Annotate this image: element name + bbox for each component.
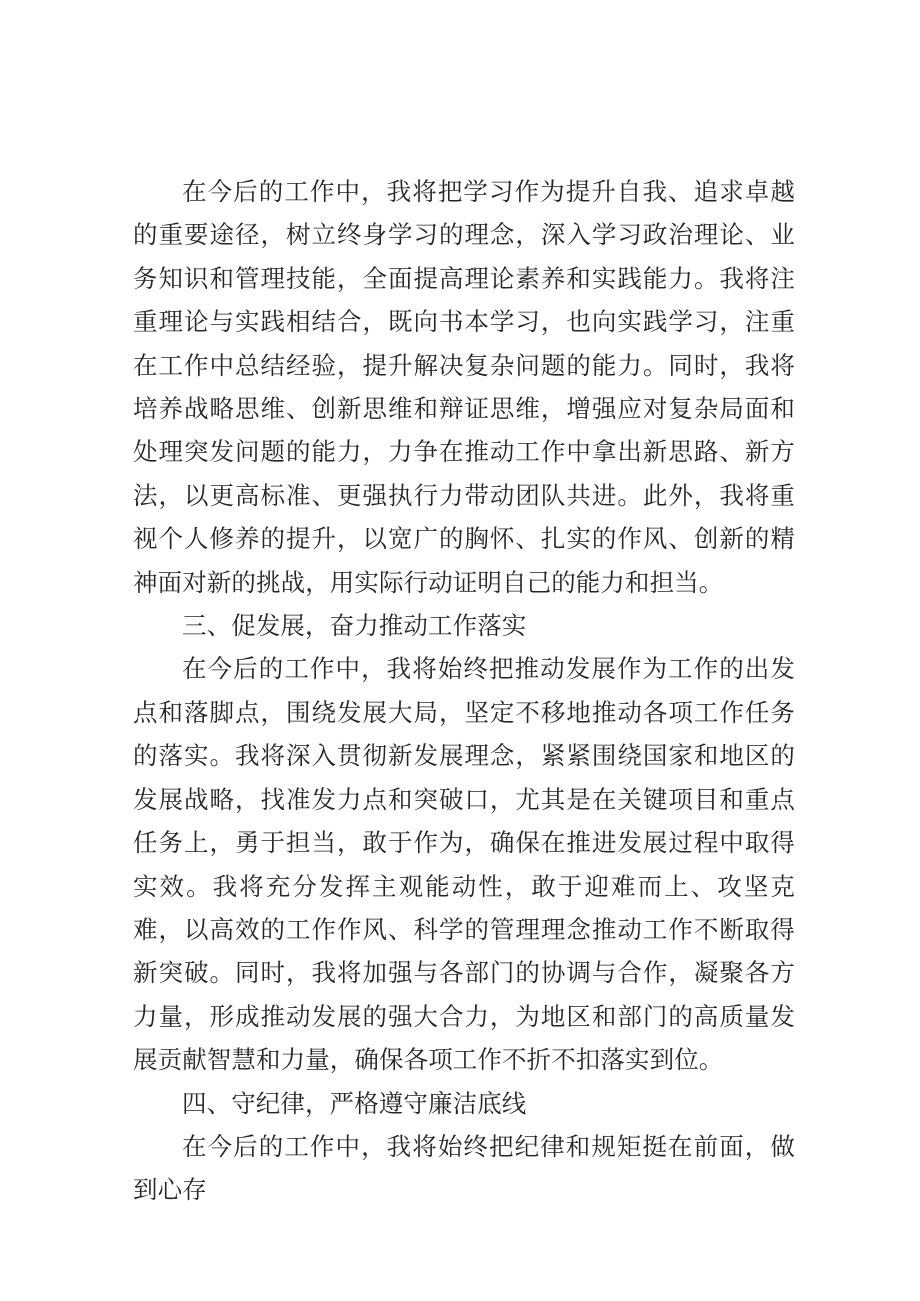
section-heading-four: 四、守纪律，严格遵守廉洁底线 [182, 1088, 527, 1118]
section-heading-three: 三、促发展，奋力推动工作落实 [182, 611, 527, 641]
paragraph-development-commitment: 在今后的工作中，我将始终把推动发展作为工作的出发点和落脚点，围绕发展大局，坚定不移地推动各项工作任务的落实。我将深入贯彻新发展理念，紧紧围绕国家和地区的发展战略，找准发力点和突破口，尤其是在关键项目和重点任务上，勇于担当，敢于作为，确保在推进发展过程中取得实效。我将充分发挥主观能动性，敢于迎难而上、攻坚克难，以高效的工作作风、科学的管理理念推动工作不断取得新突破。同时，我将加强与各部门的协调与合作，凝聚各方力量，形成推动发展的强大合力，为地区和部门的高质量发展贡献智慧和力量，确保各项工作不折不扣落实到位。 [133, 654, 795, 1075]
document-body [133, 170, 795, 1212]
paragraph-learning-commitment: 在今后的工作中，我将把学习作为提升自我、追求卓越的重要途径，树立终身学习的理念，深入学习政治理论、业务知识和管理技能，全面提高理论素养和实践能力。我将注重理论与实践相结合，既向书本学习，也向实践学习，注重在工作中总结经验，提升解决复杂问题的能力。同时，我将培养战略思维、创新思维和辩证思维，增强应对复杂局面和处理突发问题的能力，力争在推动工作中拿出新思路、新方法，以更高标准、更强执行力带动团队共进。此外，我将重视个人修养的提升，以宽广的胸怀、扎实的作风、创新的精神面对新的挑战，用实际行动证明自己的能力和担当。 [133, 177, 795, 597]
paragraph-discipline-commitment: 在今后的工作中，我将始终把纪律和规矩挺在前面，做到心存 [133, 1131, 795, 1205]
